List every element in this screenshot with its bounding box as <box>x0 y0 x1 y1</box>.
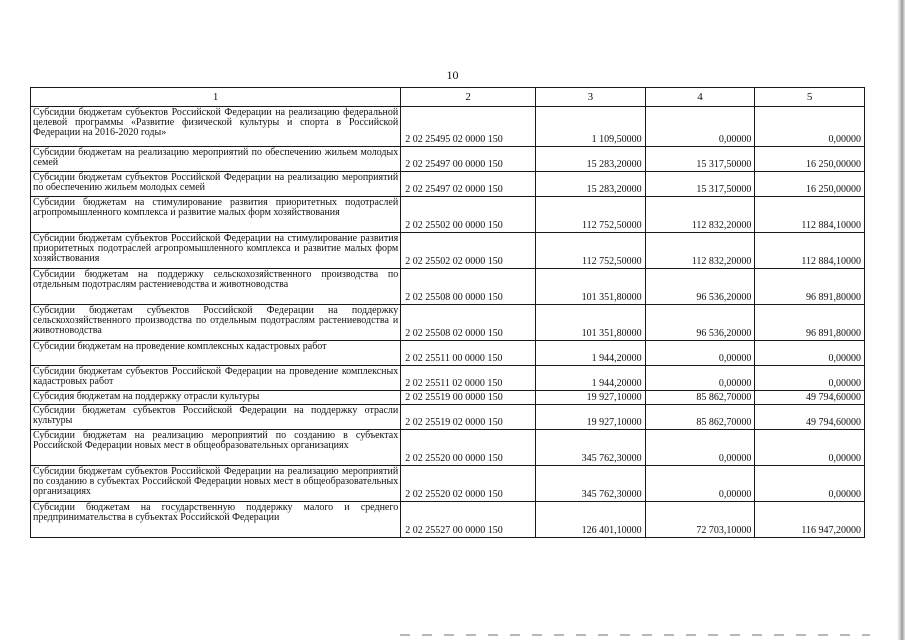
budget-code-cell: 2 02 25508 00 0000 150 <box>401 269 536 305</box>
budget-code-cell: 2 02 25497 02 0000 150 <box>401 172 536 197</box>
table-row <box>31 269 865 305</box>
value-cell-col5: 112 884,10000 <box>755 197 865 233</box>
table-row <box>31 172 865 197</box>
value-cell-col4: 112 832,20000 <box>645 233 755 269</box>
value-cell-col5: 96 891,80000 <box>755 269 865 305</box>
value-cell-col4: 0,00000 <box>645 107 755 147</box>
value-cell-col5: 16 250,00000 <box>755 147 865 172</box>
revenue-name-cell: Субсидии бюджетам на стимулирование развития приоритетных подотраслей агропромышленного комплекса и развитие малых форм хозяйствования <box>31 197 401 233</box>
table-row <box>31 233 865 269</box>
value-cell-col5: 0,00000 <box>755 466 865 502</box>
value-cell-col5: 49 794,60000 <box>755 405 865 430</box>
value-cell-col3: 19 927,10000 <box>536 405 646 430</box>
revenue-name-cell: Субсидии бюджетам субъектов Российской Федерации на поддержку отрасли культуры <box>31 405 401 430</box>
value-cell-col3: 1 944,20000 <box>536 341 646 366</box>
value-cell-col5: 0,00000 <box>755 107 865 147</box>
value-cell-col3: 112 752,50000 <box>536 197 646 233</box>
table-header-row <box>31 88 865 107</box>
value-cell-col4: 112 832,20000 <box>645 197 755 233</box>
value-cell-col3: 101 351,80000 <box>536 269 646 305</box>
budget-code-cell: 2 02 25495 02 0000 150 <box>401 107 536 147</box>
budget-code-cell: 2 02 25511 02 0000 150 <box>401 366 536 391</box>
revenue-name-cell: Субсидии бюджетам субъектов Российской Федерации на стимулирование развития приоритетных подотраслей агропромышленного комплекса и развитие малых форм хозяйствования <box>31 233 401 269</box>
value-cell-col4: 15 317,50000 <box>645 172 755 197</box>
column-header: 2 <box>401 88 536 107</box>
revenue-name-cell: Субсидии бюджетам субъектов Российской Федерации на поддержку сельскохозяйственного производства по отдельным подотраслям растениеводства и животноводства <box>31 305 401 341</box>
budget-code-cell: 2 02 25520 02 0000 150 <box>401 466 536 502</box>
value-cell-col3: 1 109,50000 <box>536 107 646 147</box>
value-cell-col5: 16 250,00000 <box>755 172 865 197</box>
value-cell-col5: 112 884,10000 <box>755 233 865 269</box>
revenue-name-cell: Субсидии бюджетам на проведение комплексных кадастровых работ <box>31 341 401 366</box>
revenue-name-cell: Субсидия бюджетам на поддержку отрасли культуры <box>31 391 401 405</box>
value-cell-col5: 96 891,80000 <box>755 305 865 341</box>
revenue-name-cell: Субсидии бюджетам субъектов Российской Федерации на реализацию мероприятий по обеспечению жильем молодых семей <box>31 172 401 197</box>
table-row <box>31 305 865 341</box>
column-header: 1 <box>31 88 401 107</box>
revenue-name-cell: Субсидии бюджетам субъектов Российской Федерации на проведение комплексных кадастровых работ <box>31 366 401 391</box>
value-cell-col5: 0,00000 <box>755 430 865 466</box>
budget-code-cell: 2 02 25527 00 0000 150 <box>401 502 536 538</box>
budget-code-cell: 2 02 25502 02 0000 150 <box>401 233 536 269</box>
budget-code-cell: 2 02 25519 00 0000 150 <box>401 391 536 405</box>
value-cell-col3: 345 762,30000 <box>536 466 646 502</box>
value-cell-col4: 96 536,20000 <box>645 269 755 305</box>
column-header: 3 <box>536 88 646 107</box>
budget-code-cell: 2 02 25519 02 0000 150 <box>401 405 536 430</box>
page-binding-edge <box>897 0 905 640</box>
value-cell-col3: 15 283,20000 <box>536 147 646 172</box>
value-cell-col3: 112 752,50000 <box>536 233 646 269</box>
table-row <box>31 341 865 366</box>
budget-code-cell: 2 02 25497 00 0000 150 <box>401 147 536 172</box>
budget-table <box>30 87 865 538</box>
value-cell-col5: 116 947,20000 <box>755 502 865 538</box>
revenue-name-cell: Субсидии бюджетам на государственную поддержку малого и среднего предпринимательства в субъектах Российской Федерации <box>31 502 401 538</box>
budget-code-cell: 2 02 25511 00 0000 150 <box>401 341 536 366</box>
scan-artifact <box>400 634 870 636</box>
table-row <box>31 466 865 502</box>
value-cell-col4: 15 317,50000 <box>645 147 755 172</box>
budget-code-cell: 2 02 25520 00 0000 150 <box>401 430 536 466</box>
value-cell-col3: 15 283,20000 <box>536 172 646 197</box>
page-number: 10 <box>446 68 459 82</box>
value-cell-col5: 0,00000 <box>755 366 865 391</box>
table-row <box>31 405 865 430</box>
value-cell-col5: 0,00000 <box>755 341 865 366</box>
value-cell-col4: 72 703,10000 <box>645 502 755 538</box>
budget-code-cell: 2 02 25502 00 0000 150 <box>401 197 536 233</box>
table-row <box>31 107 865 147</box>
value-cell-col4: 85 862,70000 <box>645 405 755 430</box>
value-cell-col3: 126 401,10000 <box>536 502 646 538</box>
value-cell-col4: 0,00000 <box>645 341 755 366</box>
column-header: 4 <box>645 88 755 107</box>
table-row <box>31 147 865 172</box>
column-header: 5 <box>755 88 865 107</box>
value-cell-col4: 96 536,20000 <box>645 305 755 341</box>
table-row <box>31 366 865 391</box>
value-cell-col3: 101 351,80000 <box>536 305 646 341</box>
revenue-name-cell: Субсидии бюджетам на реализацию мероприятий по созданию в субъектах Российской Федерации новых мест в общеобразовательных организациях <box>31 430 401 466</box>
budget-code-cell: 2 02 25508 02 0000 150 <box>401 305 536 341</box>
value-cell-col5: 49 794,60000 <box>755 391 865 405</box>
revenue-name-cell: Субсидии бюджетам на реализацию мероприятий по обеспечению жильем молодых семей <box>31 147 401 172</box>
table-row <box>31 502 865 538</box>
value-cell-col4: 0,00000 <box>645 466 755 502</box>
table-row <box>31 391 865 405</box>
revenue-name-cell: Субсидии бюджетам субъектов Российской Федерации на реализацию федеральной целевой программы «Развитие физической культуры и спорта в Российской Федерации на 2016-2020 годы» <box>31 107 401 147</box>
revenue-name-cell: Субсидии бюджетам на поддержку сельскохозяйственного производства по отдельным подотраслям растениеводства и животноводства <box>31 269 401 305</box>
value-cell-col3: 19 927,10000 <box>536 391 646 405</box>
value-cell-col4: 85 862,70000 <box>645 391 755 405</box>
value-cell-col3: 345 762,30000 <box>536 430 646 466</box>
table-row <box>31 430 865 466</box>
value-cell-col4: 0,00000 <box>645 366 755 391</box>
table-row <box>31 197 865 233</box>
value-cell-col3: 1 944,20000 <box>536 366 646 391</box>
value-cell-col4: 0,00000 <box>645 430 755 466</box>
revenue-name-cell: Субсидии бюджетам субъектов Российской Федерации на реализацию мероприятий по созданию в субъектах Российской Федерации новых мест в общеобразовательных организациях <box>31 466 401 502</box>
